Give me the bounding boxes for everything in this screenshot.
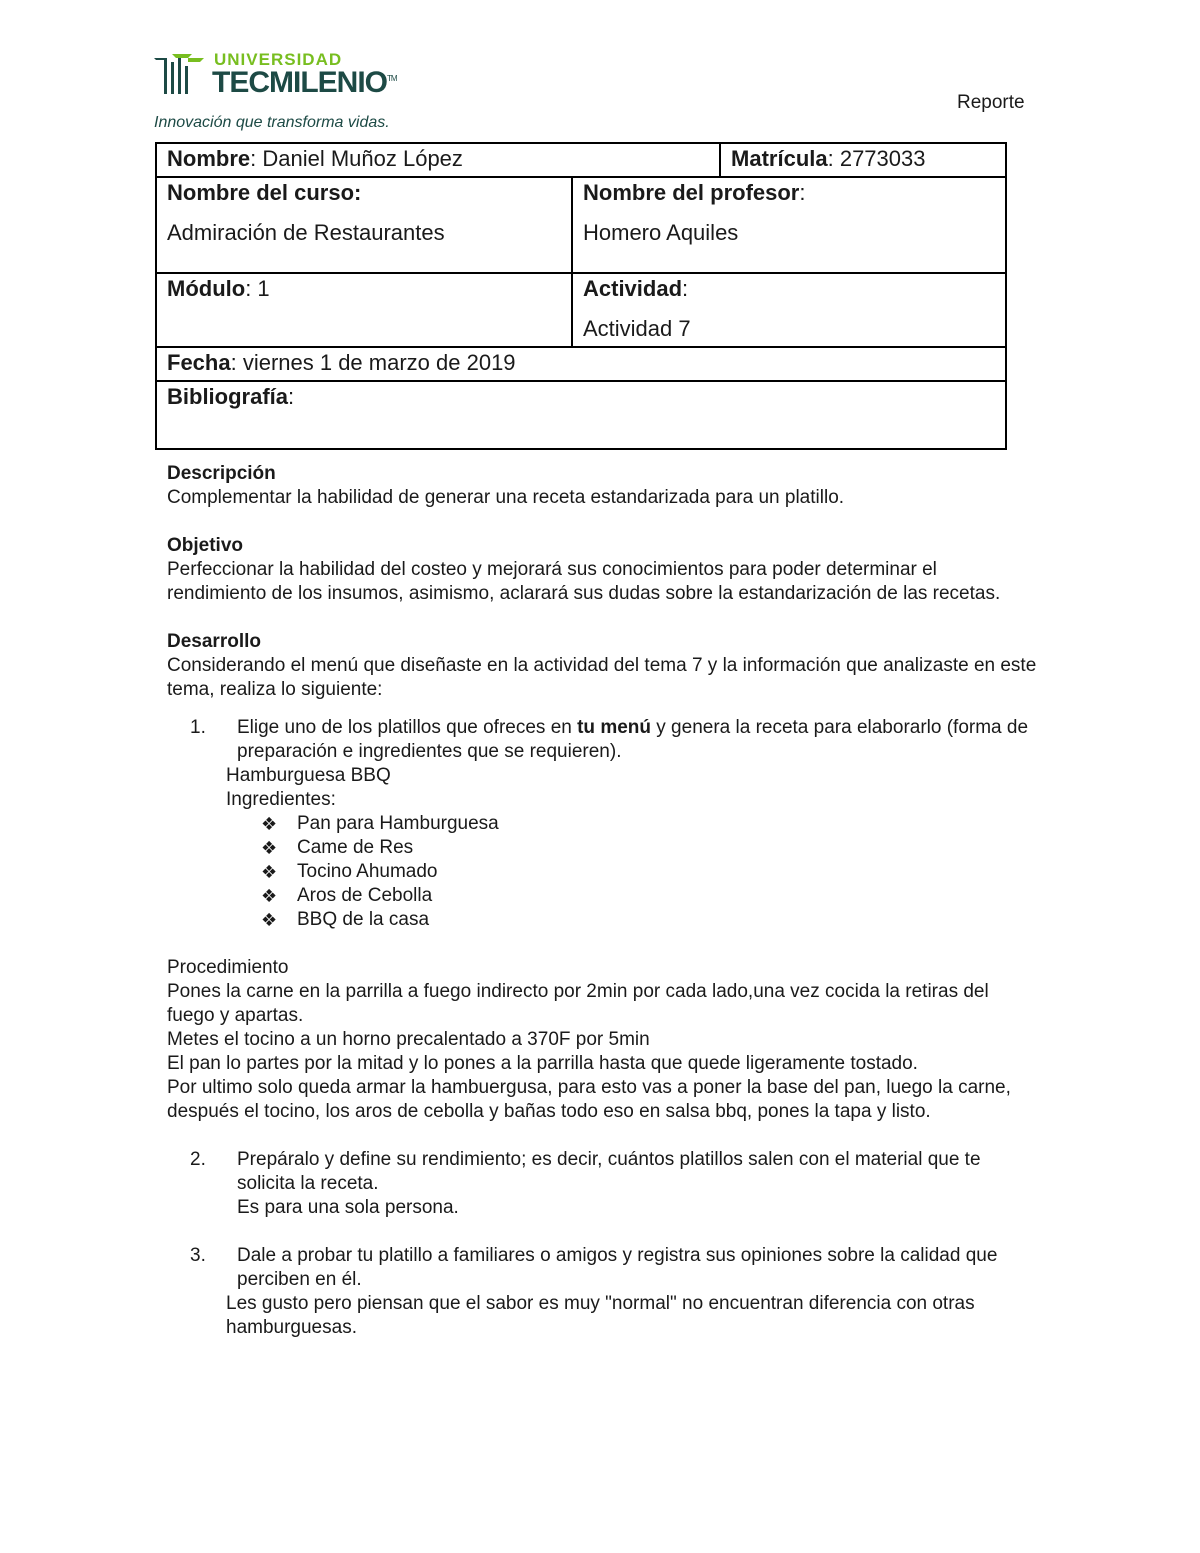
- procedimiento-heading: Procedimiento: [167, 957, 289, 978]
- nombre-label: Nombre: [167, 146, 251, 171]
- dish-name: Hamburguesa BBQ: [226, 765, 391, 786]
- ingredient-text: Came de Res: [297, 837, 414, 858]
- matricula-cell: [720, 143, 1006, 177]
- fecha-value: : viernes 1 de marzo de 2019: [230, 350, 516, 375]
- bibliografia-colon: :: [288, 384, 295, 409]
- curso-cell: [156, 177, 572, 273]
- list-item: [167, 836, 1037, 860]
- logo-tecmilenio-text: TECMILENIO™: [212, 66, 397, 99]
- ingredient-text: Tocino Ahumado: [297, 861, 438, 882]
- university-logo: [152, 48, 422, 138]
- list-item-1: [167, 716, 1037, 764]
- tecmilenio-logo-icon: [152, 52, 208, 100]
- actividad-label: Actividad: [583, 276, 683, 301]
- item3-instruction: Dale a probar tu platillo a familiares o amigos y registra sus opiniones sobre la calidad que perciben en él.: [237, 1245, 998, 1290]
- ingredients-label: Ingredientes:: [226, 789, 336, 810]
- item2-instruction: Prepáralo y define su rendimiento; es decir, cuántos platillos salen con el material que te solicita la receta.: [237, 1149, 981, 1194]
- desarrollo-heading: Desarrollo: [167, 631, 261, 652]
- matricula-value: : 2773033: [827, 146, 926, 171]
- bibliografia-label: Bibliografía: [167, 384, 289, 409]
- item2-answer: Es para una sola persona.: [237, 1197, 459, 1218]
- report-label: Reporte: [957, 92, 1025, 113]
- diamond-bullet-icon: ❖: [261, 862, 278, 882]
- table-row: [156, 381, 1006, 449]
- ingredient-text: BBQ de la casa: [297, 909, 430, 930]
- modulo-cell: [156, 273, 572, 347]
- actividad-cell: [572, 273, 1006, 347]
- table-row: [156, 347, 1006, 381]
- list-item: [167, 860, 1037, 884]
- nombre-value: : Daniel Muñoz López: [250, 146, 463, 171]
- desarrollo-text: Considerando el menú que diseñaste en la actividad del tema 7 y la información que analizaste en este tema, realiza lo siguiente:: [167, 655, 1037, 700]
- diamond-bullet-icon: ❖: [261, 910, 278, 930]
- modulo-value: : 1: [245, 276, 270, 301]
- bibliografia-cell: [156, 381, 1006, 449]
- curso-value: Admiración de Restaurantes: [167, 220, 445, 245]
- logo-slogan: Innovación que transforma vidas.: [154, 114, 390, 131]
- list-item-2: [167, 1148, 1037, 1196]
- objetivo-text: Perfeccionar la habilidad del costeo y mejorará sus conocimientos para poder determinar el rendimiento de los insumos, asimismo, aclarará sus dudas sobre la estandarización de las recetas.: [167, 559, 1001, 604]
- descripcion-text: Complementar la habilidad de generar una receta estandarizada para un platillo.: [167, 487, 845, 508]
- student-info-table: [155, 142, 1007, 450]
- profesor-cell: [572, 177, 1006, 273]
- procedimiento-line: Por ultimo solo queda armar la hambuergusa, para esto vas a poner la base del pan, luego la carne, después el tocino, los aros de cebolla y bañas todo eso en salsa bbq, pones la tapa y listo.: [167, 1077, 1011, 1122]
- fecha-label: Fecha: [167, 350, 231, 375]
- diamond-bullet-icon: ❖: [261, 838, 278, 858]
- profesor-colon: :: [799, 180, 806, 205]
- procedimiento-line: Pones la carne en la parrilla a fuego indirecto por 2min por cada lado,una vez cocida la retiras del fuego y apartas.: [167, 981, 989, 1026]
- list-item-3: [167, 1244, 1037, 1292]
- item1-text-before: Elige uno de los platillos que ofreces en: [237, 717, 578, 738]
- procedimiento-line: El pan lo partes por la mitad y lo pones a la parrilla hasta que quede ligeramente tostado.: [167, 1053, 918, 1074]
- ingredients-list: [167, 812, 1037, 932]
- list-number: 3.: [190, 1245, 206, 1266]
- ingredient-text: Aros de Cebolla: [297, 885, 433, 906]
- objetivo-heading: Objetivo: [167, 535, 244, 556]
- curso-label: Nombre del curso:: [167, 180, 362, 205]
- fecha-cell: [156, 347, 1006, 381]
- logo-university-text: UNIVERSIDAD: [214, 50, 343, 69]
- table-row: [156, 143, 1006, 177]
- item1-text-bold: tu menú: [577, 717, 651, 738]
- ingredient-text: Pan para Hamburguesa: [297, 813, 499, 834]
- item1-text-after: y genera la receta para elaborarlo (forma de preparación e ingredientes que se requieren).: [237, 717, 1029, 762]
- modulo-label: Módulo: [167, 276, 246, 301]
- table-row: [156, 273, 1006, 347]
- profesor-value: Homero Aquiles: [583, 220, 739, 245]
- nombre-cell: [156, 143, 720, 177]
- document-body: [167, 462, 1037, 1340]
- actividad-colon: :: [682, 276, 689, 301]
- list-number: 2.: [190, 1149, 206, 1170]
- list-item: [167, 908, 1037, 932]
- table-row: [156, 177, 1006, 273]
- profesor-label: Nombre del profesor: [583, 180, 800, 205]
- diamond-bullet-icon: ❖: [261, 814, 278, 834]
- matricula-label: Matrícula: [731, 146, 828, 171]
- actividad-value: Actividad 7: [583, 316, 691, 341]
- item1-instruction: [226, 716, 1037, 764]
- list-item: [167, 812, 1037, 836]
- diamond-bullet-icon: ❖: [261, 886, 278, 906]
- list-item: [167, 884, 1037, 908]
- item3-answer: Les gusto pero piensan que el sabor es muy "normal" no encuentran diferencia con otras hamburguesas.: [226, 1293, 975, 1338]
- list-number: 1.: [190, 717, 206, 738]
- descripcion-heading: Descripción: [167, 463, 276, 484]
- procedimiento-line: Metes el tocino a un horno precalentado a 370F por 5min: [167, 1029, 650, 1050]
